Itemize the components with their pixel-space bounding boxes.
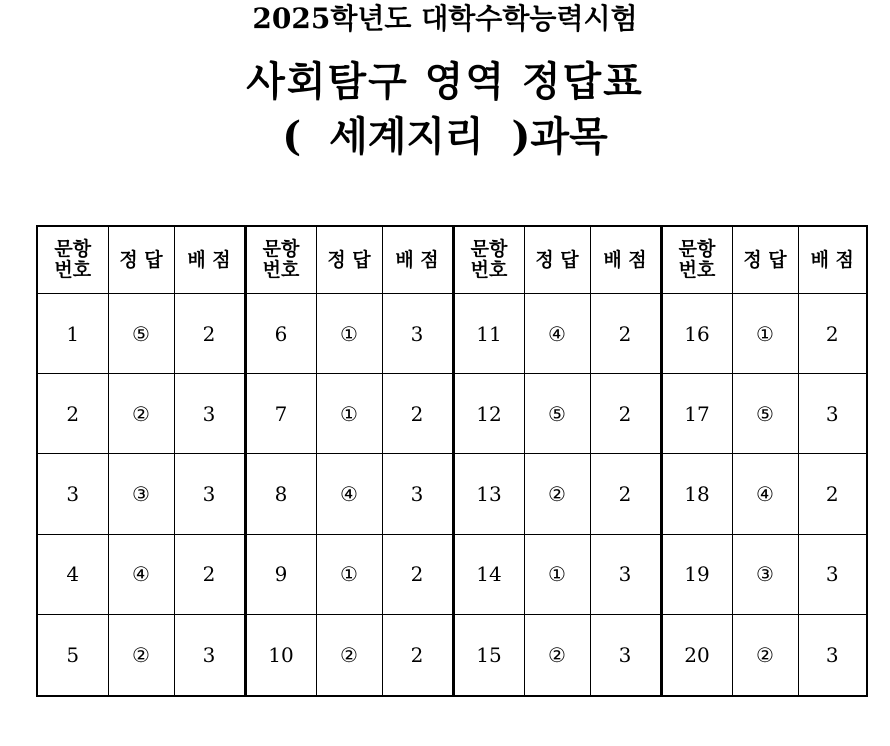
table-header-row — [37, 226, 867, 294]
table-row — [37, 374, 867, 454]
table-row — [37, 614, 867, 696]
question-number: 18 — [661, 454, 732, 534]
answer-cell: ③ — [108, 454, 174, 534]
question-number: 8 — [245, 454, 316, 534]
answer-cell: ① — [732, 294, 798, 374]
points-cell: 3 — [174, 614, 245, 696]
question-number: 1 — [37, 294, 108, 374]
answer-cell: ① — [524, 534, 590, 614]
points-cell: 2 — [382, 374, 453, 454]
question-number: 11 — [453, 294, 524, 374]
question-number: 2 — [37, 374, 108, 454]
header-answer: 정 답 — [316, 226, 382, 294]
points-cell: 3 — [798, 374, 867, 454]
exam-title: 2025학년도 대학수학능력시험 — [252, 2, 638, 35]
question-number: 7 — [245, 374, 316, 454]
question-number: 6 — [245, 294, 316, 374]
question-number: 5 — [37, 614, 108, 696]
answer-cell: ③ — [732, 534, 798, 614]
points-cell: 3 — [798, 534, 867, 614]
points-cell: 2 — [590, 454, 661, 534]
points-cell: 3 — [382, 454, 453, 534]
question-number: 12 — [453, 374, 524, 454]
points-cell: 2 — [174, 534, 245, 614]
answer-cell: ② — [108, 374, 174, 454]
header-number: 문항 번호 — [245, 226, 316, 294]
table-row — [37, 534, 867, 614]
header-number: 문항 번호 — [453, 226, 524, 294]
points-cell: 2 — [798, 294, 867, 374]
answer-cell: ① — [316, 294, 382, 374]
points-cell: 3 — [590, 534, 661, 614]
question-number: 13 — [453, 454, 524, 534]
answer-cell: ④ — [524, 294, 590, 374]
points-cell: 2 — [382, 614, 453, 696]
subject-name: 세계지리 — [329, 113, 484, 160]
question-number: 17 — [661, 374, 732, 454]
points-cell: 3 — [382, 294, 453, 374]
answer-cell: ⑤ — [108, 294, 174, 374]
points-cell: 3 — [590, 614, 661, 696]
answer-cell: ④ — [732, 454, 798, 534]
answer-cell: ② — [316, 614, 382, 696]
points-cell: 3 — [174, 454, 245, 534]
answer-cell: ① — [316, 374, 382, 454]
answer-cell: ⑤ — [732, 374, 798, 454]
question-number: 4 — [37, 534, 108, 614]
header-answer: 정 답 — [108, 226, 174, 294]
question-number: 3 — [37, 454, 108, 534]
answer-cell: ② — [524, 454, 590, 534]
table-row — [37, 294, 867, 374]
header-answer: 정 답 — [732, 226, 798, 294]
answer-cell: ④ — [316, 454, 382, 534]
points-cell: 3 — [798, 614, 867, 696]
points-cell: 2 — [590, 374, 661, 454]
header-number: 문항 번호 — [661, 226, 732, 294]
table-row — [37, 454, 867, 534]
question-number: 20 — [661, 614, 732, 696]
header-points: 배 점 — [382, 226, 453, 294]
question-number: 16 — [661, 294, 732, 374]
answer-cell: ① — [316, 534, 382, 614]
points-cell: 2 — [382, 534, 453, 614]
subject-line — [0, 113, 890, 161]
answer-cell: ② — [108, 614, 174, 696]
header-answer: 정 답 — [524, 226, 590, 294]
header-points: 배 점 — [590, 226, 661, 294]
header-number: 문항 번호 — [37, 226, 108, 294]
answer-table — [36, 225, 868, 697]
subject-suffix: )과목 — [511, 113, 608, 160]
answer-cell: ⑤ — [524, 374, 590, 454]
answer-cell: ② — [732, 614, 798, 696]
question-number: 14 — [453, 534, 524, 614]
subject-open-paren: ( — [282, 113, 302, 160]
points-cell: 2 — [798, 454, 867, 534]
page-title: 사회탐구 영역 정답표 — [246, 58, 644, 105]
points-cell: 2 — [590, 294, 661, 374]
header-points: 배 점 — [174, 226, 245, 294]
points-cell: 3 — [174, 374, 245, 454]
question-number: 15 — [453, 614, 524, 696]
answer-cell: ② — [524, 614, 590, 696]
points-cell: 2 — [174, 294, 245, 374]
question-number: 9 — [245, 534, 316, 614]
question-number: 19 — [661, 534, 732, 614]
answer-cell: ④ — [108, 534, 174, 614]
question-number: 10 — [245, 614, 316, 696]
header-points: 배 점 — [798, 226, 867, 294]
